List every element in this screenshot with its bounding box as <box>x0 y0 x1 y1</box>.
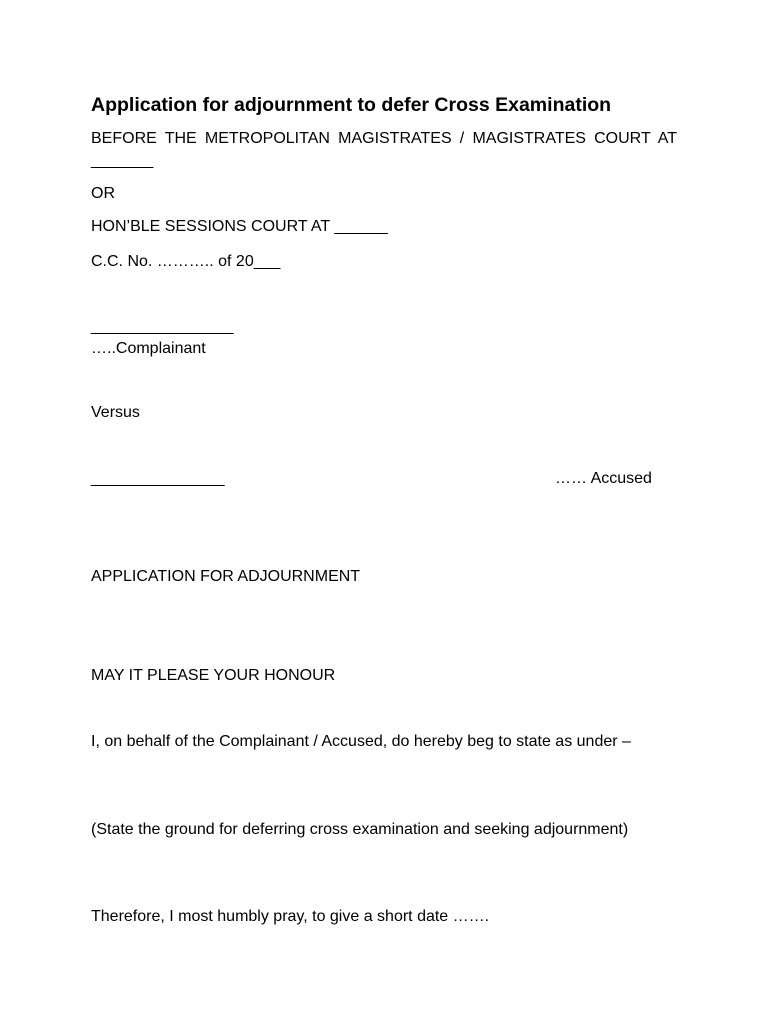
application-heading: APPLICATION FOR ADJOURNMENT <box>91 568 361 585</box>
ground-instruction-paragraph: (State the ground for deferring cross examination and seeking adjournment) <box>91 821 629 838</box>
court-heading: BEFORE THE METROPOLITAN MAGISTRATES / MAGISTRATES COURT AT _______ <box>91 130 677 169</box>
accused-name-blank: _______________ <box>91 470 225 487</box>
accused-label: …… Accused <box>555 470 652 487</box>
or-text: OR <box>91 185 115 202</box>
sessions-court-line: HON’BLE SESSIONS COURT AT ______ <box>91 218 388 235</box>
statement-paragraph: I, on behalf of the Complainant / Accused, do hereby beg to state as under – <box>91 733 631 750</box>
case-number-line: C.C. No. ……….. of 20___ <box>91 253 281 270</box>
complainant-name-blank: ________________ <box>91 318 234 335</box>
salutation-text: MAY IT PLEASE YOUR HONOUR <box>91 667 336 684</box>
complainant-label: …..Complainant <box>91 340 206 357</box>
document-title: Application for adjournment to defer Cross Examination <box>91 94 612 116</box>
versus-text: Versus <box>91 404 140 421</box>
prayer-paragraph: Therefore, I most humbly pray, to give a short date ……. <box>91 908 490 925</box>
